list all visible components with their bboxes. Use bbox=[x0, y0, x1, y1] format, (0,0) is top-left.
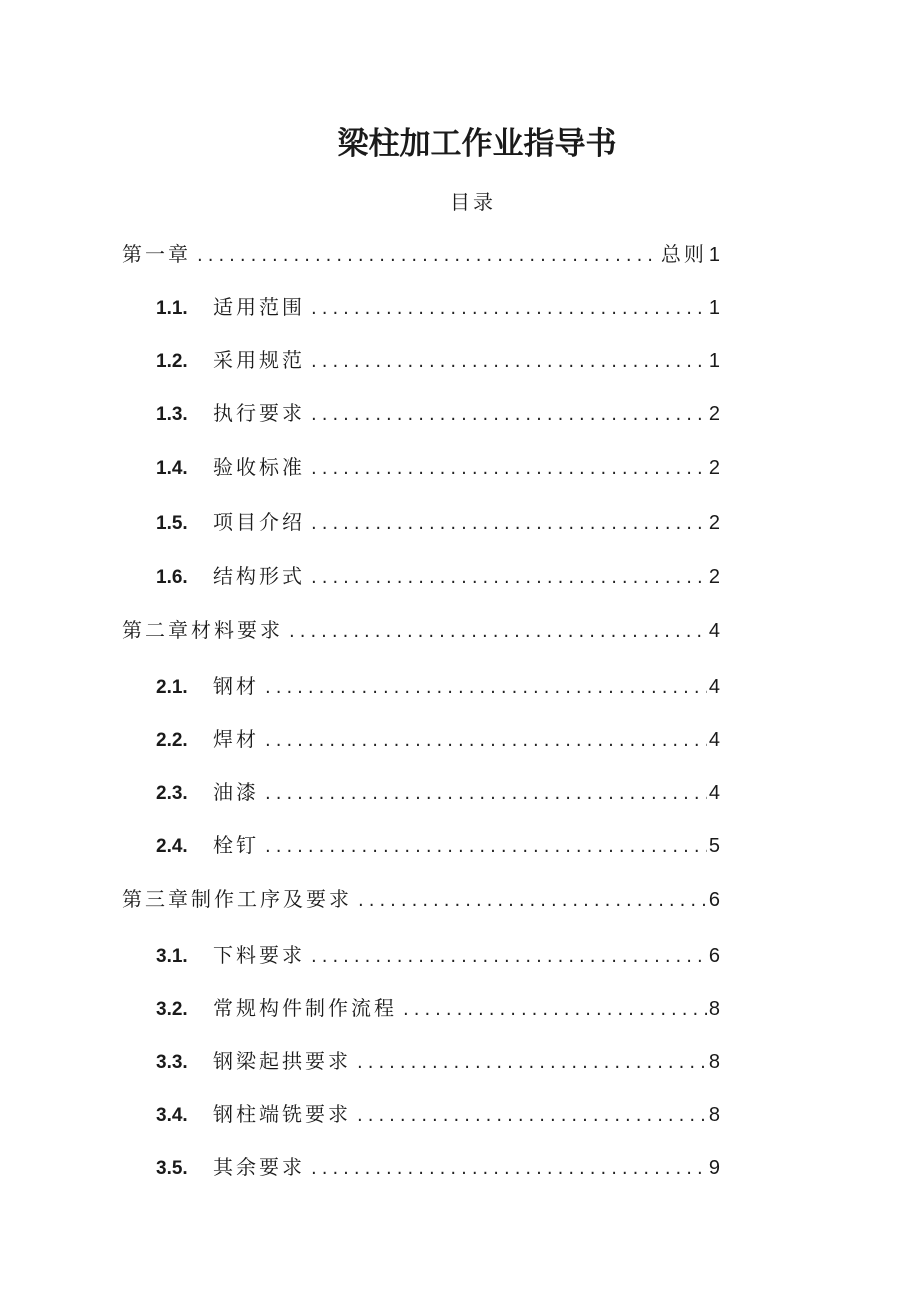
toc-page-number: 2 bbox=[708, 512, 720, 534]
toc-entry-label: 适用范围 bbox=[213, 295, 305, 319]
toc-entry-label: 钢材 bbox=[213, 674, 259, 698]
toc-section-number: 1.4. bbox=[156, 458, 188, 479]
toc-dot-leader bbox=[311, 1158, 707, 1179]
toc-page-number: 4 bbox=[708, 729, 720, 751]
toc-entry-section-1-2[interactable] bbox=[156, 344, 720, 374]
toc-page-number: 4 bbox=[708, 676, 720, 698]
toc-dot-leader bbox=[358, 890, 707, 911]
toc-dot-leader bbox=[403, 999, 707, 1020]
toc-section-number: 1.3. bbox=[156, 404, 188, 425]
toc-section-number: 1.2. bbox=[156, 351, 188, 372]
toc-section-number: 1.5. bbox=[156, 513, 188, 534]
toc-entry-label: 项目介绍 bbox=[213, 510, 305, 534]
toc-entry-chapter-1[interactable] bbox=[122, 238, 720, 268]
toc-page-number: 2 bbox=[708, 403, 720, 425]
toc-entry-section-3-5[interactable] bbox=[156, 1151, 720, 1181]
toc-section-number: 1.1. bbox=[156, 298, 188, 319]
toc-entry-label: 下料要求 bbox=[213, 943, 305, 967]
toc-section-number: 2.4. bbox=[156, 836, 188, 857]
toc-page-number: 1 bbox=[708, 350, 720, 372]
toc-dot-leader bbox=[311, 351, 707, 372]
toc-entry-section-3-1[interactable] bbox=[156, 939, 720, 969]
toc-entry-section-1-1[interactable] bbox=[156, 291, 720, 321]
toc-dot-leader bbox=[289, 621, 707, 642]
toc-entry-section-1-4[interactable] bbox=[156, 451, 720, 481]
toc-entry-section-1-5[interactable] bbox=[156, 506, 720, 536]
toc-entry-label: 执行要求 bbox=[213, 401, 305, 425]
toc-entry-label: 油漆 bbox=[213, 780, 259, 804]
toc-page-number: 8 bbox=[708, 1104, 720, 1126]
toc-entry-label: 采用规范 bbox=[213, 348, 305, 372]
toc-dot-leader bbox=[197, 245, 659, 266]
toc-page-number: 8 bbox=[708, 1051, 720, 1073]
toc-dot-leader bbox=[357, 1105, 707, 1126]
toc-page-number: 2 bbox=[708, 566, 720, 588]
toc-page-number: 2 bbox=[708, 457, 720, 479]
toc-page-number: 6 bbox=[708, 945, 720, 967]
toc-entry-section-2-3[interactable] bbox=[156, 776, 720, 806]
toc-dot-leader bbox=[311, 946, 707, 967]
document-title: 梁柱加工作业指导书 bbox=[337, 126, 617, 162]
toc-section-number: 3.3. bbox=[156, 1052, 188, 1073]
toc-page-number: 1 bbox=[708, 244, 720, 266]
toc-dot-leader bbox=[311, 458, 707, 479]
toc-page-number: 4 bbox=[708, 782, 720, 804]
toc-entry-section-3-2[interactable] bbox=[156, 992, 720, 1022]
toc-entry-section-2-2[interactable] bbox=[156, 723, 720, 753]
toc-entry-section-1-3[interactable] bbox=[156, 397, 720, 427]
toc-entry-label: 结构形式 bbox=[213, 564, 305, 588]
toc-page-number: 6 bbox=[708, 889, 720, 911]
toc-section-number: 3.4. bbox=[156, 1105, 188, 1126]
toc-entry-label: 第一章 bbox=[122, 242, 191, 266]
toc-section-number: 3.2. bbox=[156, 999, 188, 1020]
toc-entry-label: 钢梁起拱要求 bbox=[213, 1049, 351, 1073]
toc-entry-section-2-4[interactable] bbox=[156, 829, 720, 859]
toc-entry-label: 验收标准 bbox=[213, 455, 305, 479]
toc-entry-label: 第二章材料要求 bbox=[122, 618, 283, 642]
toc-page-number: 9 bbox=[708, 1157, 720, 1179]
toc-dot-leader bbox=[311, 567, 707, 588]
toc-page-number: 5 bbox=[708, 835, 720, 857]
toc-entry-label: 常规构件制作流程 bbox=[213, 996, 397, 1020]
toc-dot-leader bbox=[357, 1052, 707, 1073]
toc-dot-leader bbox=[265, 783, 707, 804]
toc-dot-leader bbox=[311, 404, 707, 425]
toc-entry-label: 第三章制作工序及要求 bbox=[122, 887, 352, 911]
toc-dot-leader bbox=[265, 677, 707, 698]
toc-entry-chapter-3[interactable] bbox=[122, 883, 720, 913]
toc-section-number: 2.2. bbox=[156, 730, 188, 751]
toc-entry-section-2-1[interactable] bbox=[156, 670, 720, 700]
toc-entry-label: 栓钉 bbox=[213, 833, 259, 857]
toc-entry-section-1-6[interactable] bbox=[156, 560, 720, 590]
toc-dot-leader bbox=[311, 513, 707, 534]
toc-page-number: 8 bbox=[708, 998, 720, 1020]
toc-section-number: 3.1. bbox=[156, 946, 188, 967]
toc-entry-label-suffix: 总则 bbox=[660, 242, 707, 266]
toc-dot-leader bbox=[265, 836, 707, 857]
toc-dot-leader bbox=[311, 298, 707, 319]
toc-section-number: 1.6. bbox=[156, 567, 188, 588]
toc-entry-label: 焊材 bbox=[213, 727, 259, 751]
toc-heading: 目录 bbox=[450, 190, 496, 214]
toc-entry-section-3-4[interactable] bbox=[156, 1098, 720, 1128]
toc-page-number: 4 bbox=[708, 620, 720, 642]
toc-page-number: 1 bbox=[708, 297, 720, 319]
toc-section-number: 3.5. bbox=[156, 1158, 188, 1179]
toc-entry-label: 其余要求 bbox=[213, 1155, 305, 1179]
toc-entry-chapter-2[interactable] bbox=[122, 614, 720, 644]
toc-section-number: 2.1. bbox=[156, 677, 188, 698]
toc-section-number: 2.3. bbox=[156, 783, 188, 804]
toc-entry-label: 钢柱端铣要求 bbox=[213, 1102, 351, 1126]
toc-entry-section-3-3[interactable] bbox=[156, 1045, 720, 1075]
toc-dot-leader bbox=[265, 730, 707, 751]
